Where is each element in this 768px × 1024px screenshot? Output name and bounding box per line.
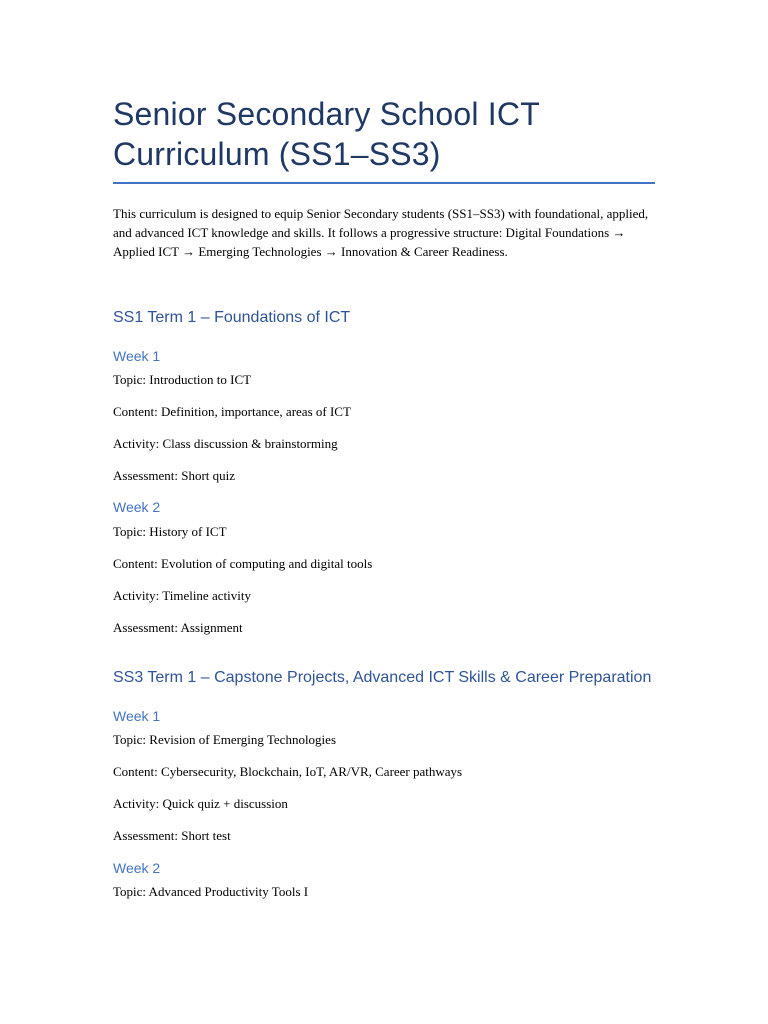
section-heading-ss1-term1: SS1 Term 1 – Foundations of ICT bbox=[113, 309, 351, 326]
week-heading: Week 2 bbox=[113, 860, 161, 876]
activity-line: Activity: Timeline activity bbox=[113, 588, 251, 603]
topic-line: Topic: Advanced Productivity Tools I bbox=[113, 884, 309, 899]
activity-line: Activity: Quick quiz + discussion bbox=[113, 796, 288, 811]
assessment-line: Assessment: Short test bbox=[113, 828, 231, 843]
section-heading-ss3-term1: SS3 Term 1 – Capstone Projects, Advanced ICT Skills & Career Preparation bbox=[113, 669, 652, 686]
topic-line: Topic: Introduction to ICT bbox=[113, 372, 252, 387]
week-heading: Week 1 bbox=[113, 708, 161, 724]
content-line: Content: Cybersecurity, Blockchain, IoT, AR/VR, Career pathways bbox=[113, 764, 463, 779]
topic-line: Topic: Revision of Emerging Technologies bbox=[113, 732, 336, 747]
week-heading: Week 1 bbox=[113, 348, 161, 364]
intro-paragraph: This curriculum is designed to equip Senior Secondary students (SS1–SS3) with foundational, applied, and advanced ICT knowledge and skills. It follows a progressive structure: Digital Foundations → Applied ICT → Emerging Technologies → Innovation & Career Readiness. bbox=[113, 206, 649, 259]
week-heading: Week 2 bbox=[113, 499, 161, 515]
assessment-line: Assessment: Assignment bbox=[113, 620, 243, 635]
content-line: Content: Evolution of computing and digital tools bbox=[113, 556, 373, 571]
content-line: Content: Definition, importance, areas of ICT bbox=[113, 404, 351, 419]
activity-line: Activity: Class discussion & brainstorming bbox=[113, 436, 338, 451]
topic-line: Topic: History of ICT bbox=[113, 524, 227, 539]
assessment-line: Assessment: Short quiz bbox=[113, 468, 236, 483]
document-title: Senior Secondary School ICT Curriculum (SS1–SS3) bbox=[113, 94, 655, 184]
